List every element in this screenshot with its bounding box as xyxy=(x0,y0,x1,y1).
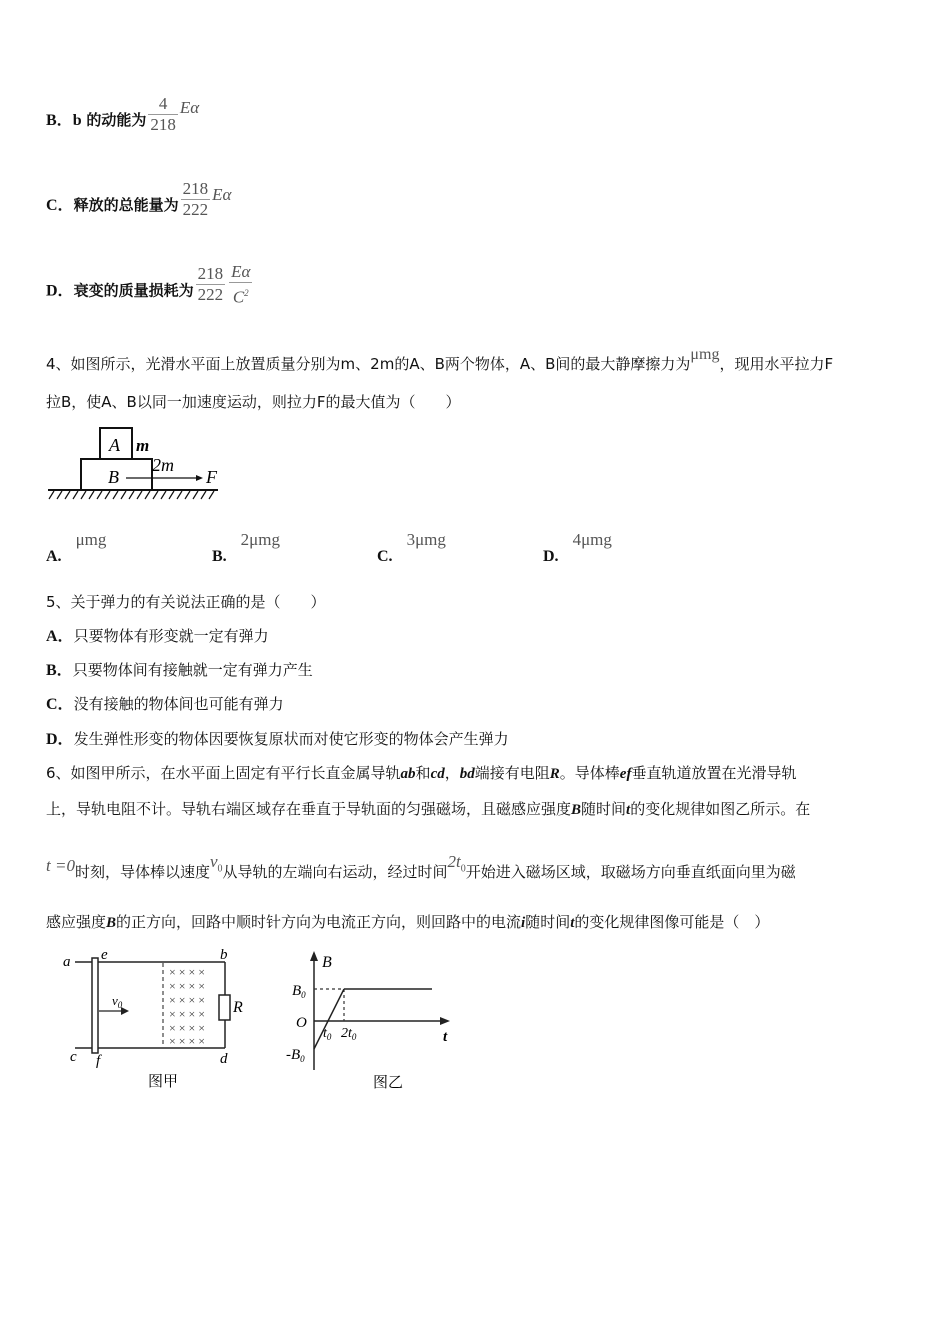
q3-option-b xyxy=(46,94,200,141)
q5-option-a[interactable]: A．只要物体有形变就一定有弹力 xyxy=(46,627,269,645)
svg-text:2t0: $2t_0$ xyxy=(341,1026,357,1042)
label-force: F xyxy=(206,467,217,487)
label-a: A xyxy=(109,435,120,455)
q4-stem-line2: 拉B，使A、B以同一加速度运动，则拉力F的最大值为（ ） xyxy=(46,393,461,411)
option-text: 的动能为 xyxy=(86,111,147,129)
svg-text:O: O xyxy=(296,1015,307,1031)
conductor-rod xyxy=(92,958,98,1053)
q5-stem: 5、关于弹力的有关说法正确的是（ ） xyxy=(46,593,326,611)
svg-text:a: a xyxy=(63,954,71,970)
svg-text:f: f xyxy=(96,1053,101,1069)
q6-stem-line3: t =0时刻，导体棒以速度$v_0$从导轨的左端向右运动，经过时间$2t_0$开始进入磁场区域，取磁场方向垂直纸面向里为磁 xyxy=(46,852,796,881)
option-text: 衰变的质量损耗为 xyxy=(73,281,194,300)
q5-option-b[interactable]: B．只要物体间有接触就一定有弹力产生 xyxy=(46,661,313,679)
q4-option-d[interactable]: D.4μmg xyxy=(543,530,612,565)
option-text: 释放的总能量为 xyxy=(73,196,179,214)
fraction: $\frac{4}{218}$ xyxy=(150,94,176,134)
q6-stem-line1: 6、如图甲所示，在水平面上固定有平行长直金属导轨ab和cd，bd端接有电阻R。导体棒ef垂直轨道放置在光滑导轨 xyxy=(46,764,797,782)
label-mass-a: m xyxy=(136,436,150,455)
q6-figure-yi xyxy=(280,945,460,1095)
svg-text:× × × ×: × × × × xyxy=(169,1021,206,1035)
svg-text:× × × ×: × × × × xyxy=(169,1007,206,1021)
math-expr: Eα xyxy=(212,185,232,204)
q4-option-b[interactable]: B.2μmg xyxy=(212,530,281,565)
q3-option-d xyxy=(46,262,254,314)
label-mass-b: 2m xyxy=(152,455,174,475)
fraction-energy: $\frac{E\alpha}{C^2}$ xyxy=(231,262,251,307)
svg-text:B0: $B_0$ xyxy=(292,983,306,1000)
resistor-icon xyxy=(219,995,230,1020)
label-b: B xyxy=(108,467,119,487)
option-label: B． xyxy=(46,112,73,129)
math-expr: Eα xyxy=(179,98,200,117)
svg-text:t0: $t_0$ xyxy=(323,1026,332,1042)
q4-blocks-figure xyxy=(46,425,226,505)
svg-text:B: B xyxy=(322,954,332,971)
option-label: D． xyxy=(46,282,74,300)
math-mu-mg: μmg xyxy=(690,346,720,363)
svg-text:× × × ×: × × × × xyxy=(169,979,206,993)
q4-stem-line1: 4、如图所示，光滑水平面上放置质量分别为m、2m的A、B两个物体，A、B间的最大静摩擦力为μmg，现用水平拉力F xyxy=(46,346,834,373)
q6-stem-line2: 上，导轨电阻不计。导轨右端区域存在垂直于导轨面的匀强磁场，且磁感应强度B随时间t的变化规律如图乙所示。在 xyxy=(46,800,811,818)
svg-text:t: t xyxy=(443,1029,448,1045)
fraction: $\frac{218}{222}$ xyxy=(197,264,224,305)
svg-text:c: c xyxy=(70,1049,77,1065)
svg-text:v0: $v_0$ xyxy=(112,993,123,1010)
svg-text:e: e xyxy=(101,947,108,963)
q4-option-a[interactable]: A.μmg xyxy=(46,530,107,565)
option-label: C． xyxy=(46,197,74,214)
svg-text:R: R xyxy=(233,999,243,1016)
q6-figure-jia xyxy=(55,945,265,1095)
svg-text:d: d xyxy=(220,1051,228,1067)
figure-caption: 图甲 xyxy=(148,1074,179,1090)
q6-stem-line4: 感应强度B的正方向，回路中顺时针方向为电流正方向，则回路中的电流i随时间t的变化规律图像可能是（ ） xyxy=(46,913,770,931)
q4-option-c[interactable]: C.3μmg xyxy=(377,530,446,565)
fraction: $\frac{218}{222}$ xyxy=(182,179,209,219)
q5-option-c[interactable]: C．没有接触的物体间也可能有弹力 xyxy=(46,695,284,713)
q5-option-d[interactable]: D．发生弹性形变的物体因要恢复原状而对使它形变的物体会产生弹力 xyxy=(46,730,509,748)
svg-text:× × × ×: × × × × xyxy=(169,1034,206,1048)
option-prefix: b xyxy=(72,112,82,129)
q3-option-c xyxy=(46,179,232,226)
magnetic-field-crosses xyxy=(169,965,205,1048)
figure-caption: 图乙 xyxy=(373,1075,404,1091)
svg-text:-B0: $-B_0$ xyxy=(286,1047,305,1064)
svg-text:b: b xyxy=(220,947,228,963)
svg-text:× × × ×: × × × × xyxy=(169,965,206,979)
svg-text:× × × ×: × × × × xyxy=(169,993,206,1007)
